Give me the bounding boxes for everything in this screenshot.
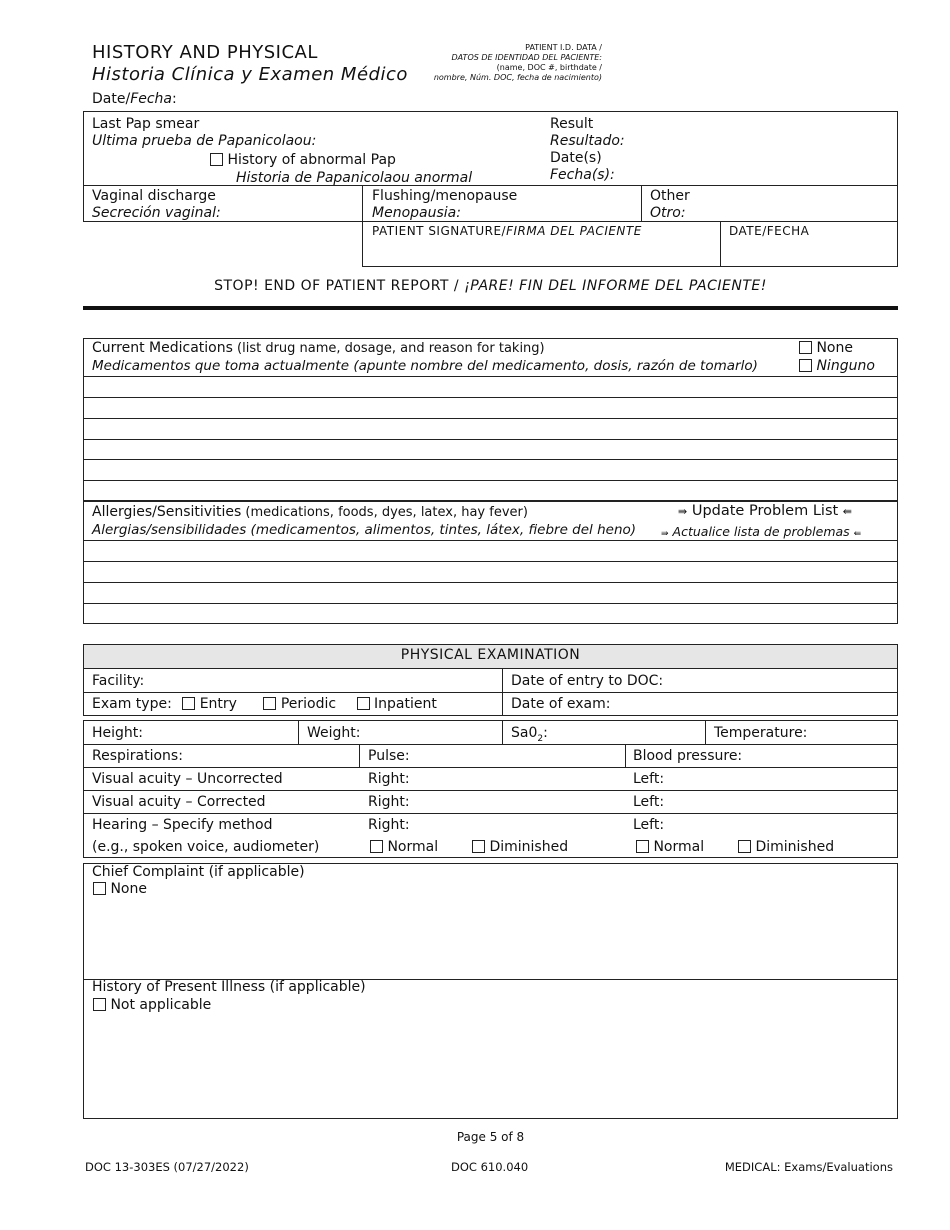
sao2-field[interactable] [511, 725, 548, 748]
form-category: MEDICAL: Exams/Evaluations [724, 1160, 893, 1174]
hpi-title: History of Present Illness (if applicable) [92, 979, 366, 995]
update-problem-list-label: Update Problem List [691, 503, 839, 519]
temperature-field[interactable]: Temperature: [714, 725, 808, 741]
checkbox-icon[interactable] [370, 840, 383, 853]
discharge-label: Vaginal discharge [92, 188, 216, 204]
va-uncorrected-right[interactable]: Right: [368, 771, 410, 787]
date-entry-doc-field[interactable]: Date of entry to DOC: [511, 673, 664, 689]
update-problem-list-label-spanish: Actualice lista de problemas [672, 524, 850, 539]
allergies-title: Allergies/Sensitivities [92, 504, 242, 520]
inpatient-checkbox[interactable] [357, 697, 370, 710]
none-label: None [816, 340, 853, 356]
medication-line[interactable] [83, 459, 898, 460]
allergy-line[interactable] [83, 561, 898, 562]
stop-text: STOP! END OF PATIENT REPORT / [214, 278, 465, 294]
other-label-spanish: Otro: [650, 205, 686, 221]
va-corrected-label: Visual acuity – Corrected [92, 794, 266, 810]
medications-heading [92, 340, 545, 357]
hearing-left-label: Left: [633, 817, 665, 833]
patient-id-line: PATIENT I.D. DATA / [525, 43, 602, 52]
pulse-field[interactable]: Pulse: [368, 748, 410, 764]
exam-heading: PHYSICAL EXAMINATION [400, 647, 581, 663]
flushing-label-spanish: Menopausia: [372, 205, 461, 221]
sao2-subscript: 2 [537, 733, 544, 744]
medication-line[interactable] [83, 480, 898, 481]
chief-complaint-none-checkbox[interactable] [93, 881, 147, 898]
medications-title: Current Medications [92, 340, 233, 356]
abnormal-pap-label-spanish: Historia de Papanicolaou anormal [236, 170, 473, 186]
entry-label: Entry [199, 696, 237, 712]
va-corrected-right[interactable]: Right: [368, 794, 410, 810]
medications-title-spanish: Medicamentos que toma actualmente (apunte nombre del medicamento, dosis, razón de tomarlo) [92, 358, 758, 374]
diminished-label: Diminished [489, 839, 569, 855]
none-label: None [110, 881, 147, 897]
hearing-left-diminished-checkbox[interactable] [738, 839, 834, 856]
date-colon: : [172, 91, 177, 107]
arrow-right-icon: ⇛ [678, 505, 688, 518]
form-title-spanish: Historia Clínica y Examen Médico [92, 64, 408, 85]
form-number: DOC 13-303ES (07/27/2022) [85, 1160, 249, 1174]
normal-label: Normal [653, 839, 705, 855]
other-label: Other [650, 188, 690, 204]
periodic-label: Periodic [280, 696, 337, 712]
diminished-label: Diminished [755, 839, 835, 855]
update-problem-list[interactable] [678, 503, 852, 520]
medication-line[interactable] [83, 418, 898, 419]
checkbox-icon[interactable] [210, 153, 223, 166]
medications-none-checkbox[interactable] [799, 340, 853, 357]
signature-date-field[interactable]: DATE/FECHA [729, 224, 810, 238]
allergy-line[interactable] [83, 582, 898, 583]
patient-signature-label: PATIENT SIGNATURE/ [372, 224, 507, 238]
other-field[interactable] [650, 188, 690, 222]
medication-line[interactable] [83, 397, 898, 398]
blood-pressure-field[interactable]: Blood pressure: [633, 748, 743, 764]
arrow-left-icon: ⇚ [853, 529, 862, 539]
result-label-spanish: Resultado: [550, 133, 625, 149]
discharge-label-spanish: Secreción vaginal: [92, 205, 221, 221]
last-pap-label-spanish: Ultima prueba de Papanicolaou: [92, 133, 317, 149]
result-label: Result [550, 116, 594, 132]
patient-id-block [420, 43, 602, 83]
respirations-field[interactable]: Respirations: [92, 748, 183, 764]
checkbox-icon[interactable] [93, 998, 106, 1011]
hearing-right-label: Right: [368, 817, 410, 833]
hearing-right-normal-checkbox[interactable] [370, 839, 438, 856]
chief-complaint-title: Chief Complaint (if applicable) [92, 864, 305, 880]
vaginal-discharge-field[interactable] [92, 188, 221, 222]
exam-type-label: Exam type: [92, 696, 172, 712]
entry-checkbox[interactable] [182, 697, 195, 710]
flushing-label: Flushing/menopause [372, 188, 518, 204]
checkbox-icon[interactable] [738, 840, 751, 853]
facility-field[interactable]: Facility: [92, 673, 145, 689]
periodic-checkbox[interactable] [263, 697, 276, 710]
allergies-title-spanish: Alergias/sensibilidades (medicamentos, alimentos, tintes, látex, fiebre del heno) [92, 522, 637, 538]
abnormal-pap-label: History of abnormal Pap [227, 152, 396, 168]
section-divider [83, 306, 898, 310]
hearing-right-diminished-checkbox[interactable] [472, 839, 568, 856]
normal-label: Normal [387, 839, 439, 855]
va-uncorrected-label: Visual acuity – Uncorrected [92, 771, 283, 787]
ninguno-label: Ninguno [816, 358, 875, 374]
checkbox-icon[interactable] [93, 882, 106, 895]
hearing-example-label: (e.g., spoken voice, audiometer) [92, 839, 320, 855]
patient-signature-label-spanish: FIRMA DEL PACIENTE [506, 224, 642, 238]
sao2-label: Sa0 [511, 725, 538, 741]
checkbox-icon[interactable] [636, 840, 649, 853]
patient-id-line: (name, DOC #, birthdate / [496, 63, 602, 72]
dates-label: Date(s) [550, 150, 602, 166]
va-corrected-left[interactable]: Left: [633, 794, 665, 810]
hearing-left-normal-checkbox[interactable] [636, 839, 704, 856]
medication-line[interactable] [83, 439, 898, 440]
last-pap-field[interactable] [92, 116, 316, 150]
height-field[interactable]: Height: [92, 725, 143, 741]
va-uncorrected-left[interactable]: Left: [633, 771, 665, 787]
date-of-exam-field[interactable]: Date of exam: [511, 696, 611, 712]
dates-label-spanish: Fecha(s): [550, 167, 615, 183]
hpi-na-checkbox[interactable] [93, 997, 211, 1014]
chief-complaint-textarea[interactable] [92, 900, 890, 974]
arrow-right-icon: ⇛ [661, 529, 669, 539]
weight-field[interactable]: Weight: [307, 725, 361, 741]
allergies-note: (medications, foods, dyes, latex, hay fever) [241, 505, 528, 520]
abnormal-pap-checkbox[interactable] [210, 152, 396, 169]
medications-ninguno-checkbox[interactable] [799, 358, 875, 375]
form-title: HISTORY AND PHYSICAL [92, 42, 318, 63]
allergy-line[interactable] [83, 603, 898, 604]
stop-text-spanish: ¡PARE! FIN DEL INFORME DEL PACIENTE! [464, 278, 767, 294]
hpi-textarea[interactable] [92, 1016, 890, 1114]
page-number: Page 5 of 8 [456, 1130, 525, 1144]
allergies-heading [92, 504, 528, 521]
inpatient-label: Inpatient [374, 696, 437, 712]
medications-note: (list drug name, dosage, and reason for taking) [232, 341, 545, 356]
patient-signature-field[interactable] [372, 224, 642, 238]
hearing-label [92, 817, 319, 856]
date-label-spanish: Fecha [130, 91, 173, 107]
exam-type-field [92, 696, 437, 713]
sao2-colon: : [543, 725, 548, 741]
hearing-method-label: Hearing – Specify method [92, 817, 273, 833]
patient-id-line: nombre, Núm. DOC, fecha de nacimiento) [433, 73, 602, 82]
patient-id-line: DATOS DE IDENTIDAD DEL PACIENTE: [451, 53, 602, 62]
flushing-field[interactable] [372, 188, 517, 222]
not-applicable-label: Not applicable [110, 997, 212, 1013]
checkbox-icon[interactable] [472, 840, 485, 853]
checkbox-icon[interactable] [799, 341, 812, 354]
date-field[interactable] [92, 91, 177, 108]
arrow-left-icon: ⇚ [842, 505, 853, 518]
checkbox-icon[interactable] [799, 359, 812, 372]
policy-number: DOC 610.040 [451, 1160, 529, 1174]
date-label: Date/ [92, 91, 131, 107]
last-pap-label: Last Pap smear [92, 116, 200, 132]
stop-banner [83, 278, 898, 294]
result-field[interactable] [550, 116, 625, 184]
